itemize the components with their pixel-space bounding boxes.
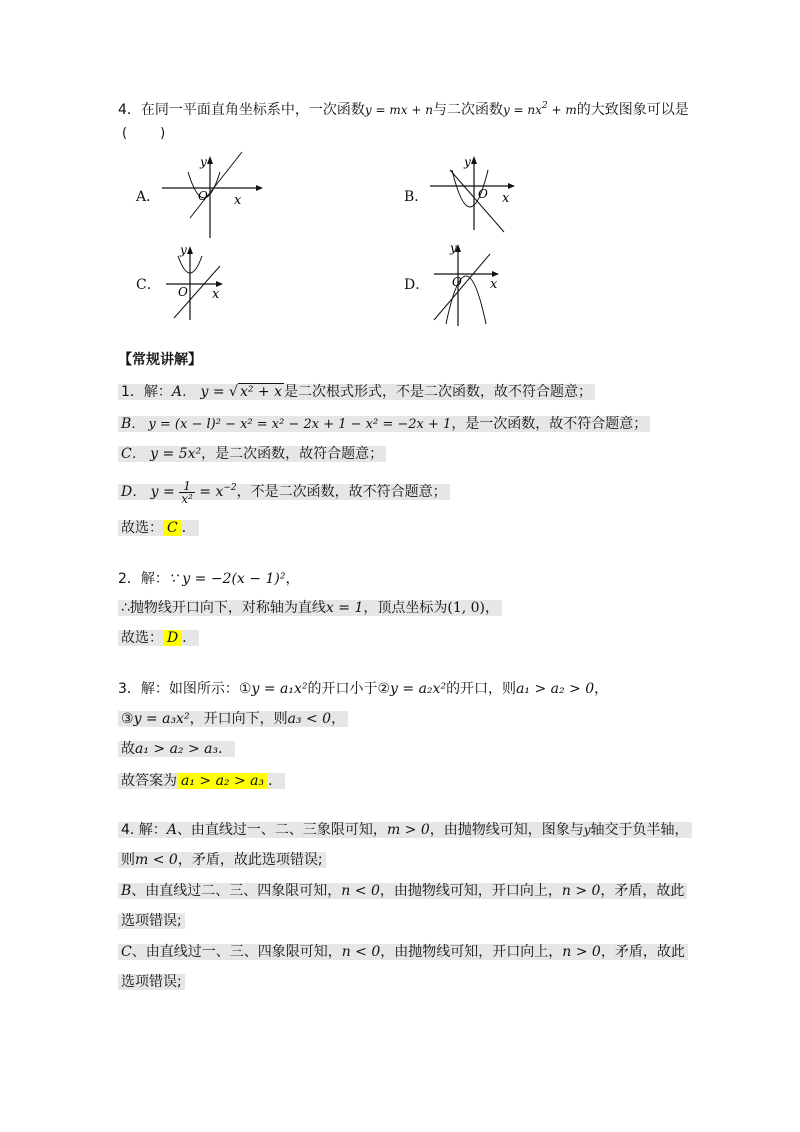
y-axis-label: y — [180, 243, 187, 257]
quadratic-function-b: + m — [547, 103, 577, 117]
question-number: 4 — [118, 102, 127, 118]
question-line: 4．在同一平面直角坐标系中，一次函数y = mx + n与二次函数$y = nx^2 + m$的大致图象可以是 — [118, 101, 689, 118]
y-axis-label: y — [464, 155, 471, 169]
x-axis-label: x — [212, 287, 220, 302]
x-axis-label: x — [234, 193, 242, 208]
y-axis-label: y — [450, 241, 457, 255]
sol2-line2: ∴抛物线开口向下，对称轴为直线x = 1，顶点坐标为(1, 0)， — [118, 600, 502, 616]
option-b-label: B． — [404, 189, 429, 205]
option-a-label: A． — [136, 189, 161, 205]
sol4-line4: 选项错误; — [118, 913, 185, 929]
sol1-line1: 1．解：A． y = √ x² + x 是二次根式形式，不是二次函数，故不符合题意； — [118, 384, 595, 400]
x-axis-label: x — [502, 191, 510, 206]
sol1-answer-line: 故选： C ． — [118, 520, 199, 536]
question-text-before: ．在同一平面直角坐标系中，一次函数 — [126, 102, 365, 118]
sol1-line4: D． y = $\frac{1}{\text{x²}}$ = $x^{-2}$，不是二次函数，故不符合题意； — [118, 484, 450, 500]
sol2-line1: 2．解：∵ y = −2(x − 1)²， — [118, 571, 300, 587]
sol4-line1: 4. 解：A、由直线过一、二、三象限可知，m > 0，由抛物线可知，图象与y轴交于负半轴， — [118, 822, 692, 838]
sol2-answer-highlight: D — [163, 630, 182, 646]
option-b-graph — [428, 150, 528, 235]
sol3-line2: ③y = a₃x²，开口向下，则a₃ < 0， — [118, 711, 348, 727]
origin-label: O — [198, 189, 208, 203]
answer-paren: ( ) — [122, 126, 166, 141]
sol3-answer-highlight: a₁ > a₂ > a₃ — [177, 773, 268, 789]
sol3-answer-line: 故答案为 a₁ > a₂ > a₃ ． — [118, 773, 285, 789]
sol1-line2: B． y = (x − l)² − x² = x² − 2x + 1 − x² = −2x + 1，是一次函数，故不符合题意； — [118, 416, 650, 432]
origin-label: O — [478, 187, 488, 201]
y-axis-label: y — [200, 155, 207, 169]
question-text-after: 的大致图象可以是 — [576, 102, 689, 118]
option-a-graph — [160, 150, 270, 240]
option-d-label: D． — [404, 277, 430, 293]
sol2-answer-line: 故选： D ． — [118, 630, 199, 646]
linear-function: y = mx + n — [364, 103, 433, 117]
sol3-line3: 故a₁ > a₂ > a₃． — [118, 741, 235, 757]
sol4-line3: B、由直线过二、三、四象限可知，n < 0，由抛物线可知，开口向上，n > 0，矛盾，故此 — [118, 883, 687, 899]
sol1-line3: C． y = 5x²，是二次函数，故符合题意； — [118, 446, 386, 462]
option-d-graph — [428, 238, 518, 328]
option-c-label: C． — [136, 277, 161, 293]
section-title: 【常规讲解】 — [118, 352, 202, 368]
sol4-line5: C、由直线过一、三、四象限可知，n < 0，由抛物线可知，开口向上，n > 0，矛盾，故此 — [118, 944, 688, 960]
x-axis-label: x — [490, 277, 498, 292]
question-text-middle: 与二次函数 — [432, 102, 503, 118]
sol4-line2: 则m < 0，矛盾，故此选项错误; — [118, 852, 326, 868]
sol4-line6: 选项错误; — [118, 974, 185, 990]
origin-label: O — [178, 285, 188, 299]
quadratic-function-a: y = nx — [502, 103, 542, 117]
sol3-line1: 3．解：如图所示：①y = a₁x²的开口小于②y = a₂x²的开口，则a₁ > a₂ > 0， — [118, 681, 609, 697]
option-c-graph — [160, 238, 240, 323]
sol1-answer-highlight: C — [163, 520, 182, 536]
origin-label: O — [452, 275, 462, 289]
